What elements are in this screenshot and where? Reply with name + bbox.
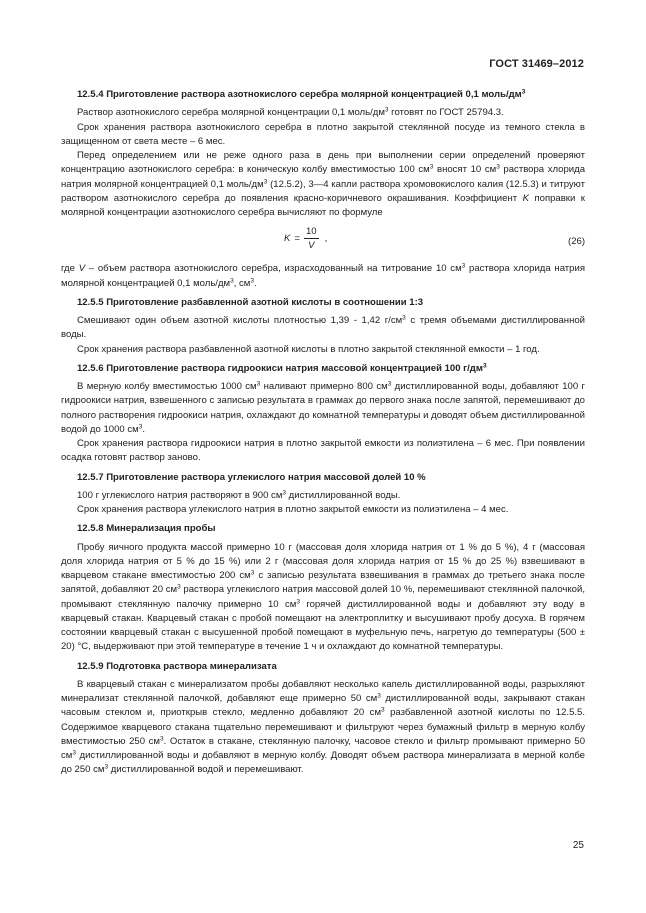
document-body: [61, 88, 585, 778]
paragraph: Раствор азотнокислого серебра молярной концентрации 0,1 моль/$дм^3$ готовят по ГОСТ 25794.3.: [77, 106, 504, 119]
section-heading-12-5-8: 12.5.8 Минерализация пробы: [77, 523, 216, 535]
section-heading-12-5-7: 12.5.7 Приготовление раствора углекислого натрия массовой долей 10 %: [77, 471, 426, 483]
paragraph: где V – объем раствора азотнокислого серебра, израсходованный на титрование 10 $см^3$ раствора хлорида натрия молярной концентрацией 0,1 моль/$дм^3$, $см^3$.: [61, 262, 585, 289]
document-header: ГОСТ 31469–2012: [489, 58, 584, 70]
formula-numerator: 10: [305, 226, 317, 238]
section-heading-12-5-6: 12.5.6 Приготовление раствора гидроокиси натрия массовой концентрацией 100 $г/дм^3$: [77, 362, 487, 374]
formula-denominator: V: [308, 240, 315, 252]
formula-expression: [284, 225, 327, 252]
formula-lhs: K: [284, 232, 291, 244]
formula-number: (26): [568, 236, 585, 248]
formula-fraction: [304, 225, 319, 252]
paragraph: Перед определением или не реже одного раза в день при выполнении серии определений проверяют концентрацию азотнокислого серебра: в коническую колбу вместимостью 100 $см^3$ вносят 10 $см^3$ раствора хлорида натрия молярной концентрацией 0,1 моль/$дм^3$ (12.5.2), 3—4 капли раствора хромовокислого калия (12.5.3) и титруют раствором азотнокислого серебра до появления красно-коричневого окрашивания. Коэффициент K поправки к молярной концентрации азотнокислого серебра вычисляют по формуле: [61, 150, 586, 218]
paragraph: Срок хранения раствора разбавленной азотной кислоты в плотно закрытой стеклянной емкости – 1 год.: [77, 343, 540, 355]
paragraph: В кварцевый стакан с минерализатом пробы добавляют несколько капель дистиллированной воды, разрыхляют минерализат стеклянной палочкой, добавляют еще примерно 50 $см^3$ дистиллированной воды, закрывают стакан часовым стеклом и, приоткрыв стекло, медленно добавляют 20 $см^3$ разбавленной азотной кислоты по 12.5.5. Содержимое кварцевого стакана тщательно перемешивают и фильтруют через бумажный фильтр в мерную колбу вместимостью 250 $см^3$. Остаток в стакане, стеклянную палочку, часовое стекло и фильтр промывают примерно 50 $см^3$ дистиллированной воды и добавляют в мерную колбу. Доводят объем раствора минерализата в мерной колбе до 250 $см^3$ дистиллированной водой и перемешивают.: [61, 678, 585, 776]
paragraph: Срок хранения раствора гидроокиси натрия в плотно закрытой емкости из полиэтилена – 6 мес. При появлении осадка готовят раствор заново.: [61, 438, 585, 464]
formula-equals: =: [294, 232, 300, 244]
formula-26: [61, 225, 585, 259]
page-number: 25: [572, 840, 584, 851]
paragraph: Смешивают один объем азотной кислоты плотностью 1,39 - 1,42 $г/см^3$ с тремя объемами дистиллированной воды.: [61, 314, 585, 341]
formula-comma: ,: [324, 232, 328, 244]
section-heading-12-5-5: 12.5.5 Приготовление разбавленной азотной кислоты в соотношении 1:3: [77, 296, 424, 308]
paragraph: Пробу яичного продукта массой примерно 10 г (массовая доля хлорида натрия от 1 % до 5 %), 4 г (массовая доля хлорида натрия от 5 % до 15 %) или 2 г (массовая доля хлорида натрия от 15 % до 25 %) взвешивают в кварцевом стакане вместимостью 200 $см^3$ с записью результата взвешивания в граммах до третьего знака после запятой, добавляют 20 $см^3$ раствора углекислого натрия массовой долей 10 %, перемешивают стеклянной палочкой, промывают стеклянную палочку примерно 10 $см^3$ горячей дистиллированной воды и добавляют эту воду в кварцевый стакан. Кварцевый стакан с пробой помещают на электроплитку и высушивают пробу досуха. В горячем состоянии кварцевый стакан с высушенной пробой помещают в муфельную печь, нагретую до температуры (500 ± 20) °С, выдерживают при этой температуре в течение 1 ч и охлаждают до комнатной температуры.: [61, 541, 585, 653]
paragraph: В мерную колбу вместимостью 1000 $см^3$ наливают примерно 800 $см^3$ дистиллированной воды, добавляют 100 г гидроокиси натрия, взвешенного с записью результата в граммах до первого знака после запятой, перемешивают до полного растворения гидроокиси натрия, охлаждают до комнатной температуры и доводят объем дистиллированной водой до 1000 $см^3$.: [61, 380, 585, 435]
paragraph: Срок хранения раствора азотнокислого серебра в плотно закрытой стеклянной посуде из темного стекла в защищенном от света месте – 6 мес.: [61, 121, 585, 147]
paragraph: 100 г углекислого натрия растворяют в 900 $см^3$ дистиллированной воды.: [77, 489, 401, 501]
section-heading-12-5-4: 12.5.4 Приготовление раствора азотнокислого серебра молярной концентрацией 0,1 моль/$дм^3$: [77, 88, 526, 100]
section-heading-12-5-9: 12.5.9 Подготовка раствора минерализата: [77, 660, 277, 672]
paragraph: Срок хранения раствора углекислого натрия в плотно закрытой емкости из полиэтилена – 4 мес.: [77, 504, 509, 515]
